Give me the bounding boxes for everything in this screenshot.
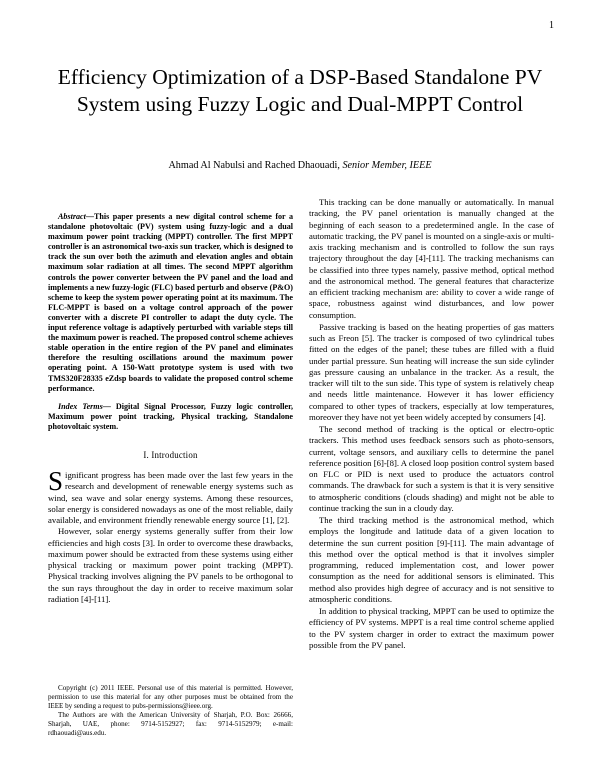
page-number: 1 [549, 20, 554, 31]
right-column [309, 197, 554, 652]
right-paragraph-4: The third tracking method is the astronomical method, which employs the longitude and latitude data of a given location to determine the sun current position [9]-[11]. The main advantage of this method over the optical method is that it involves simpler programming, reduced implementation cost, and lower power consumption as the need for additional sensors is eliminated. This method also provides high degree of accuracy and is not sensitive to atmospheric conditions. [309, 515, 554, 604]
index-terms-label: Index Terms [58, 401, 103, 411]
drop-cap: S [48, 466, 64, 497]
right-paragraph-2: Passive tracking is based on the heating properties of gas matters such as Freon [5]. The tracker is composed of two cylindrical tubes fitted on the edges of the panel; these tubes are filled with a fluid under partial pressure. Sun heating will increase the sun side cylinder gas pressure causing an unbalance in the tracker. As a result, the tracker will tilt to the sun side. This type of system is relatively cheap and needs little maintenance. However it has lower efficiency compared to other types of trackers, especially at low temperatures, moreover they have not yet been widely accepted by consumers [4]. [309, 321, 554, 422]
index-terms-text: — Digital Signal Processor, Fuzzy logic controller, Maximum power point tracking, Physical tracking, Standalone photovoltaic system. [48, 401, 294, 431]
author-affiliation: The Authors are with the American University of Sharjah, P.O. Box: 26666, Sharjah, UAE, phone: 9714-5152927; fax: 9714-5152979; e-mail: rdhaouadi@aus.edu. [48, 711, 293, 737]
footnote [48, 684, 293, 738]
index-terms [48, 402, 293, 432]
abstract [48, 212, 293, 394]
intro-paragraph-1 [48, 466, 293, 526]
copyright-notice: Copyright (c) 2011 IEEE. Personal use of this material is permitted. However, permission to use this material for any other purposes must be obtained from the IEEE by sending a request to pubs-permissions@ieee.org. [48, 684, 293, 710]
left-column [48, 212, 293, 605]
right-paragraph-3: The second method of tracking is the optical or electro-optic trackers. This method uses feedback sensors such as photo-sensors, current, voltage sensors, and auxiliary cells to determine the panel reference position [6]-[8]. A closed loop position control system based on FLC or PID is next used to produce the actuators control commands. The drawback for such a system is that it is very sensitive to atmospheric conditions (clouds shading) and might not be able to continue tracking the sun in a cloudy day. [309, 424, 554, 513]
right-paragraph-5: In addition to physical tracking, MPPT can be used to optimize the efficiency of PV systems. MPPT is a real time control scheme applied to the PV system charger in order to extract the maximum power possible from the PV panel. [309, 606, 554, 650]
paper-title: Efficiency Optimization of a DSP-Based Standalone PV System using Fuzzy Logic and Dual-MPPT Control [57, 65, 543, 116]
author-membership: Senior Member, IEEE [342, 160, 432, 171]
section-heading-introduction: I. Introduction [143, 449, 198, 460]
author-line [40, 160, 560, 171]
abstract-text: —This paper presents a new digital control scheme for a standalone photovoltaic (PV) system using fuzzy-logic and a dual maximum power point tracking (MPPT) controller. The first MPPT controller is an astronomical two-axis sun tracker, which is designed to track the sun over both the azimuth and elevation angles and obtain maximum solar radiation at all times. The second MPPT algorithm controls the power converter between the PV panel and the load and implements a new fuzzy-logic (FLC) based perturb and observe (P&O) scheme to keep the system power operating point at its maximum. The FLC-MPPT is based on a voltage control approach of the power converter with a discrete PI controller to adapt the duty cycle. The input reference voltage is adaptively perturbed with variable steps till the maximum power is reached. The proposed control scheme achieves stable operation in the entire region of the PV panel and eliminates therefore the resulting oscillations around the maximum power operating point. A 150-Watt prototype system is used with two TMS320F28335 eZdsp boards to validate the proposed control scheme performance. [48, 212, 293, 393]
author-names: Ahmad Al Nabulsi and Rached Dhaouadi, [168, 160, 343, 171]
abstract-label: Abstract [58, 212, 86, 221]
intro-paragraph-1-text: ignificant progress has been made over the last few years in the research and development of renewable energy systems such as wind, sea wave and solar energy systems. Among these resources, solar energy is considered nowadays as one of the most reliable, daily available, and environment friendly renewable energy source [1], [2]. [48, 470, 293, 526]
intro-paragraph-2: However, solar energy systems generally suffer from their low efficiencies and high costs [3]. In order to overcome these drawbacks, maximum power should be extracted from these systems using either physical tracking or maximum power point tracking (MPPT). Physical tracking involves aligning the PV panels to be orthogonal to the sun rays throughout the day in order to receive maximum solar radiation [4]-[11]. [48, 526, 293, 604]
right-paragraph-1: This tracking can be done manually or automatically. In manual tracking, the PV panel orientation is manually changed at the beginning of each season to a predetermined angle. In the case of automatic tracking, the PV panel is mounted on a single-axis or multi-axis tracking mechanism and is controlled to follow the sun rays trajectory throughout the day [4]-[11]. The tracking mechanisms can be classified into three types namely, passive method, optical method and the astronomical method. The general features that characterize an efficient tracking mechanism are: ability to cover a wide range of space, robustness against wind disturbances, and low power consumption. [309, 197, 554, 320]
